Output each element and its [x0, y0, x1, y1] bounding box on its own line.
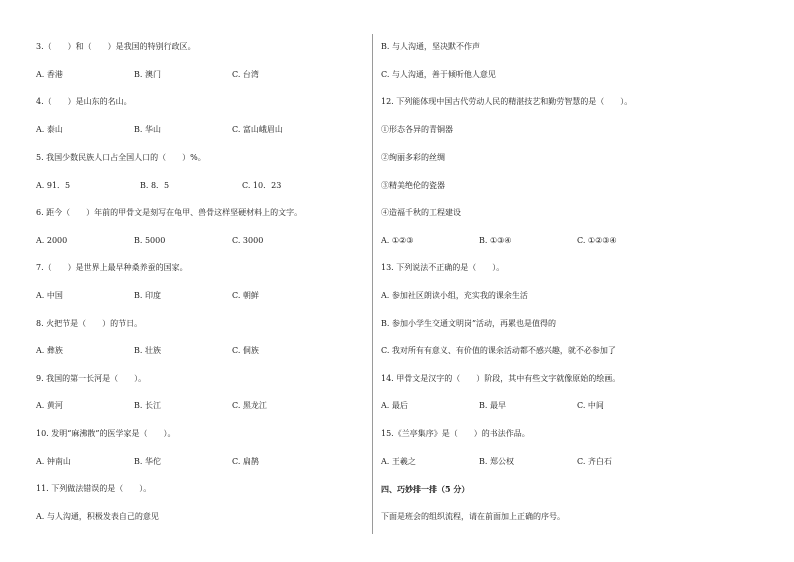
q11-stem: 11. 下列做法错误的是（ ）。 [36, 484, 152, 493]
section4-heading: 四、巧妙排一排（5 分） [381, 484, 470, 494]
q15-options [381, 456, 781, 468]
q15-stem: 15.《兰亭集序》是（ ）的书法作品。 [381, 429, 530, 438]
q13-choice-b: B. 参加小学生交通文明岗”活动，再累也是值得的 [381, 319, 557, 328]
q15-option-a: A. 王羲之 [381, 457, 416, 466]
q10-option-b: B. 华佗 [134, 457, 161, 466]
q4-options [36, 124, 366, 136]
q9-option-b: B. 长江 [134, 401, 161, 410]
section4-instruction: 下面是班会的组织流程，请在前面加上正确的序号。 [381, 512, 565, 521]
q12-item-1: ①形态各异的青铜器 [381, 125, 453, 134]
q8-option-a: A. 彝族 [36, 346, 63, 355]
q7-option-a: A. 中国 [36, 291, 63, 300]
q12-option-b: B. ①③④ [479, 236, 512, 245]
q14-option-a: A. 最后 [381, 401, 408, 410]
q15-option-c: C. 齐白石 [577, 457, 612, 466]
q14-option-c: C. 中间 [577, 401, 604, 410]
q9-option-c: C. 黑龙江 [232, 401, 267, 410]
q15-option-b: B. 郑公权 [479, 457, 514, 466]
q3-option-a: A. 香港 [36, 70, 63, 79]
q12-stem: 12. 下列能体现中国古代劳动人民的精湛技艺和勤劳智慧的是（ ）。 [381, 97, 633, 106]
q7-options [36, 290, 366, 302]
q7-stem: 7.（ ）是世界上最早种桑养蚕的国家。 [36, 263, 188, 272]
q13-choice-a: A. 参加社区朗读小组，充实我的课余生活 [381, 291, 528, 300]
q4-option-b: B. 华山 [134, 125, 161, 134]
q6-options [36, 235, 366, 247]
q11-option-a: A. 与人沟通，积极发表自己的意见 [36, 512, 159, 521]
q6-option-a: A. 2000 [36, 236, 68, 245]
q13-choice-c: C. 我对所有有意义、有价值的课余活动都不感兴趣，就不必参加了 [381, 346, 616, 355]
q12-options [381, 235, 781, 247]
q5-option-b: B. 8．5 [140, 181, 170, 190]
q11-option-c: C. 与人沟通，善于倾听他人意见 [381, 70, 496, 79]
q6-option-c: C. 3000 [232, 236, 264, 245]
q4-stem: 4.（ ）是山东的名山。 [36, 97, 132, 106]
q9-option-a: A. 黄河 [36, 401, 63, 410]
q8-options [36, 345, 366, 357]
q14-stem: 14. 甲骨文是汉字的（ ）阶段，其中有些文字就像原始的绘画。 [381, 374, 621, 383]
q5-option-a: A. 91．5 [36, 181, 71, 190]
q9-options [36, 400, 366, 412]
q14-options [381, 400, 781, 412]
q10-option-a: A. 钟南山 [36, 457, 71, 466]
q12-option-a: A. ①②③ [381, 236, 414, 245]
q5-stem: 5. 我国少数民族人口占全国人口的（ ）%。 [36, 153, 206, 162]
q3-options [36, 69, 366, 81]
q9-stem: 9. 我国的第一长河是（ ）。 [36, 374, 147, 383]
q12-item-3: ③精美绝伦的瓷器 [381, 181, 445, 190]
q4-option-a: A. 泰山 [36, 125, 63, 134]
q8-option-b: B. 壮族 [134, 346, 161, 355]
q10-stem: 10. 发明“麻沸散”的医学家是（ ）。 [36, 429, 176, 438]
q7-option-b: B. 印度 [134, 291, 161, 300]
q14-option-b: B. 最早 [479, 401, 506, 410]
q10-options [36, 456, 366, 468]
q5-options [36, 180, 366, 192]
q12-item-2: ②绚丽多彩的丝绸 [381, 153, 445, 162]
q12-option-c: C. ①②③④ [577, 236, 617, 245]
column-divider [372, 34, 373, 534]
q8-option-c: C. 侗族 [232, 346, 259, 355]
q8-stem: 8. 火把节是（ ）的节日。 [36, 319, 143, 328]
q12-item-4: ④造福千秋的工程建设 [381, 208, 461, 217]
q10-option-c: C. 扁鹊 [232, 457, 259, 466]
q4-option-c: C. 富山峨眉山 [232, 125, 283, 134]
q7-option-c: C. 朝鲜 [232, 291, 259, 300]
q13-stem: 13. 下列说法不正确的是（ ）。 [381, 263, 505, 272]
q3-stem: 3.（ ）和（ ）是我国的特别行政区。 [36, 42, 196, 51]
q11-option-b: B. 与人沟通，坚决默不作声 [381, 42, 480, 51]
q3-option-c: C. 台湾 [232, 70, 259, 79]
q3-option-b: B. 澳门 [134, 70, 161, 79]
q6-option-b: B. 5000 [134, 236, 166, 245]
q5-option-c: C. 10．23 [242, 181, 282, 190]
q6-stem: 6. 距今（ ）年前的甲骨文是刻写在龟甲、兽骨这样坚硬材料上的文字。 [36, 208, 303, 217]
